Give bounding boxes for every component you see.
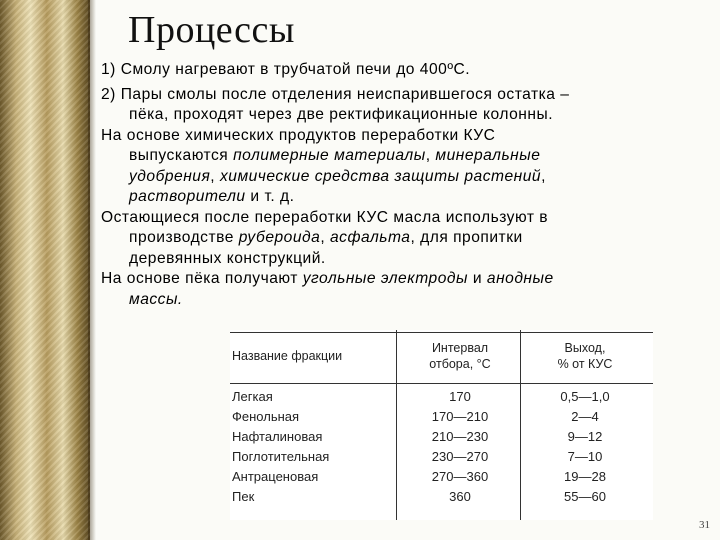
header-interval-line-2: отбора, °С <box>429 357 491 371</box>
roofing-term: рубероида <box>238 229 321 246</box>
row-name: Легкая <box>232 389 273 404</box>
row-yield: 2—4 <box>571 409 599 424</box>
line-8: Остающиеся после переработки КУС масла используют в <box>101 208 549 226</box>
table-top-rule <box>230 332 653 333</box>
row-interval: 270—360 <box>431 469 489 484</box>
line-6-comma: , <box>210 167 220 185</box>
fractions-table <box>230 330 653 520</box>
line-9 <box>101 228 713 249</box>
row-yield: 7—10 <box>567 449 603 464</box>
line-7 <box>101 187 713 208</box>
masses-term: массы. <box>129 290 183 308</box>
plant-protection-term: химические средства защиты растений <box>219 167 542 185</box>
line-11-and: и <box>468 270 487 287</box>
line-9-comma: , <box>320 229 330 246</box>
row-yield: 19—28 <box>564 469 606 484</box>
row-name: Пек <box>232 489 255 504</box>
decorative-gold-frame <box>0 0 90 540</box>
line-7-text: и т. д. <box>245 188 295 205</box>
line-10: деревянных конструкций. <box>129 249 326 267</box>
carbon-electrodes-term: угольные электроды <box>302 270 468 287</box>
slide-title: Процессы <box>128 9 295 51</box>
row-interval: 170—210 <box>431 409 489 424</box>
row-yield: 9—12 <box>567 429 603 444</box>
row-yield: 55—60 <box>564 489 606 504</box>
line-5-text: выпускаются <box>129 147 234 164</box>
line-3: пёка, проходят через две ректификационные колонны. <box>129 106 554 123</box>
page-number: 31 <box>699 519 710 531</box>
line-9-end: , для пропитки <box>410 229 523 246</box>
table-divider-1 <box>396 330 397 520</box>
anode-term: анодные <box>486 270 554 287</box>
header-fraction-name: Название фракции <box>232 349 343 363</box>
fertilizers-term: удобрения <box>129 167 211 185</box>
line-2: 2) Пары смолы после отделения неиспарившегося остатка – <box>101 85 570 103</box>
line-5-comma: , <box>425 147 436 164</box>
header-interval-line-1: Интервал <box>431 341 489 355</box>
solvents-term: растворители <box>129 188 246 205</box>
row-interval: 230—270 <box>431 449 489 464</box>
row-name: Фенольная <box>232 409 300 424</box>
row-yield: 0,5—1,0 <box>560 389 610 404</box>
mineral-term: минеральные <box>435 147 541 164</box>
asphalt-term: асфальта <box>329 229 411 246</box>
header-yield-line-1: Выход, <box>564 341 606 355</box>
line-5 <box>101 146 713 167</box>
line-11-text: На основе пёка получают <box>101 270 303 287</box>
table-header-rule <box>230 383 653 384</box>
frame-shadow <box>88 0 96 540</box>
line-12 <box>101 290 713 311</box>
line-11 <box>101 269 713 290</box>
header-yield-line-2: % от КУС <box>557 357 613 371</box>
line-4: На основе химических продуктов переработки КУС <box>101 126 496 144</box>
line-1: 1) Смолу нагревают в трубчатой печи до 400ºС. <box>101 61 471 78</box>
line-6 <box>101 167 713 188</box>
row-interval: 170 <box>449 389 471 404</box>
table-divider-2 <box>520 330 521 520</box>
polymer-materials-term: полимерные материалы <box>233 147 426 164</box>
line-9-text: производстве <box>129 229 239 246</box>
row-name: Нафталиновая <box>232 429 323 444</box>
row-name: Антраценовая <box>232 469 319 484</box>
row-name: Поглотительная <box>232 449 330 464</box>
row-interval: 210—230 <box>431 429 489 444</box>
row-interval: 360 <box>449 489 471 504</box>
line-6-comma-end: , <box>541 167 546 185</box>
body-text <box>101 60 713 310</box>
